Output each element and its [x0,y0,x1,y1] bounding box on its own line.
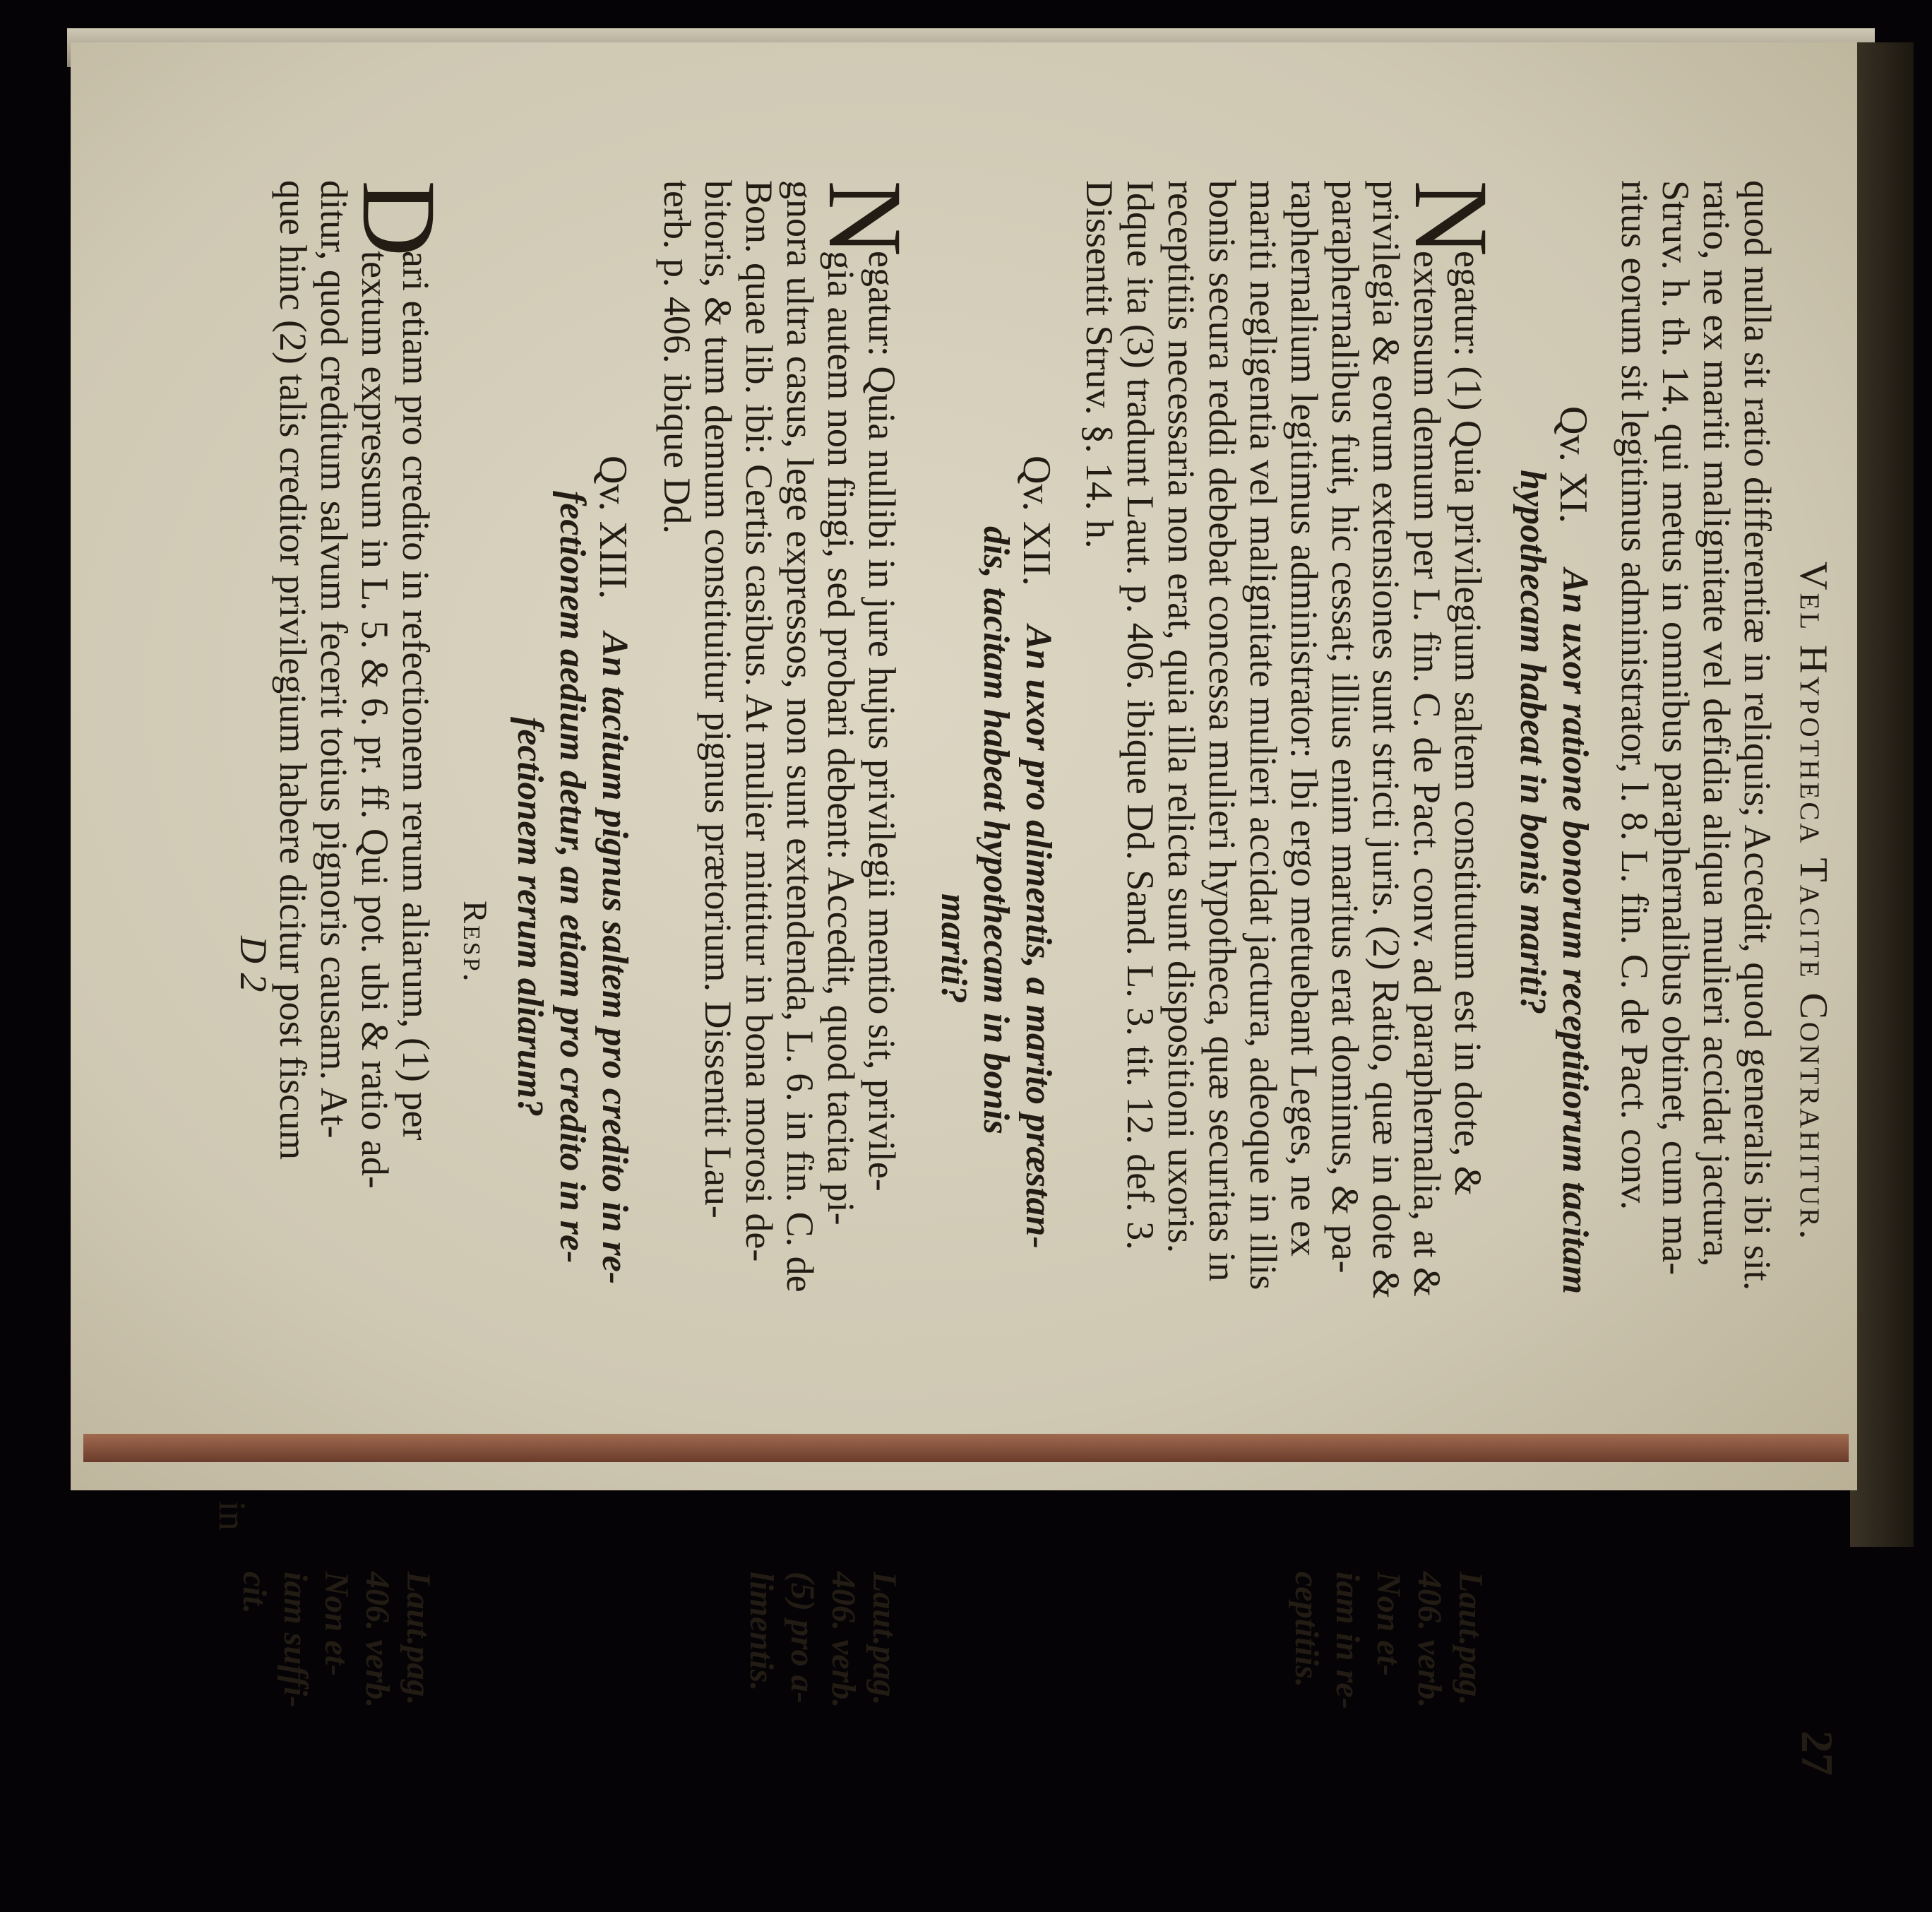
margin-note: Non et- [1370,1572,1407,1676]
q13-line: ditur, quod creditum salvum fecerit totius pignoris causam. At- [313,180,355,1139]
intro-line: ratio, ne ex mariti malignitate vel defidia aliqua mulieri accidat jactura, [1695,180,1738,1267]
question-12-title: mariti? [934,893,974,1004]
margin-note: Laut.pag. [1452,1572,1489,1706]
q13-line: ari etiam pro credito in refectionem rerum aliarum, (1) per [395,251,437,1141]
question-12-title: dis, tacitam habeat hypothecam in bonis [976,526,1016,1134]
q11-line: Idque ita (3) tradunt Laut. p. 406. ibique Dd. Sand. L. 3. tit. 12. def. 3. [1119,180,1162,1250]
q11-line: raphernalium legitimus administrator: Ibi ergo metuebant Leges, ne ex [1283,180,1325,1257]
margin-note: 406. verb. [359,1572,396,1709]
q11-line: extensum demum per L. fin. C. de Pact. conv. ad paraphernalia, at & [1406,251,1448,1298]
intro-line: Struv. h. th. 14. qui metus in omnibus paraphernalibus obtinet, cum ma- [1654,180,1697,1276]
question-12-title: An uxor pro alimentis, a marito præstan- [1018,625,1059,1249]
margin-note: Laut.pag. [400,1572,437,1706]
q11-line: privilegia & eorum extensiones sunt stricti juris. (2) Ratio, quæ in dote & [1365,180,1407,1299]
q11-line: bonis secura reddi debebat concessa mulieri hypotheca, quæ securitas in [1201,180,1244,1282]
q12-line: gia autem non fingi, sed probari debent: Accedit, quod tacita pi- [820,251,862,1225]
q11-line: paraphernalibus fuit, hic cessat; illius enim maritus erat dominus, & pa- [1324,180,1366,1273]
dropcap: N [1393,180,1510,257]
q11-line: egatur: (1) Quia privilegium saltem constitutum est in dote, & [1447,251,1489,1196]
intro-line: ritus eorum sit legitimus administrator, l. 8. L. fin. C. de Pact. conv. [1614,180,1656,1211]
book-fore-edge [83,1434,1849,1462]
q13-line: que hinc (2) talis creditor privilegium habere dicitur post fiscum [272,180,314,1160]
q13-line: textum expressum in L. 5. & 6. pr. ff. Qui pot. ubi & ratio ad- [354,251,396,1189]
question-13-label: Qv. XIII. [591,456,635,600]
catchword: in [211,1501,254,1531]
dropcap: D [340,180,458,257]
q12-line: bitoris, & tum demum constituitur pignus prætorium. Dissentit Lau- [697,180,739,1218]
question-11-label: Qv. XI. [1551,406,1595,523]
margin-note: ceptitiis. [1288,1572,1325,1687]
margin-note: Laut.pag. [866,1572,903,1706]
question-13-title: fectionem rerum aliarum? [510,717,550,1117]
margin-note: 406. verb. [825,1572,862,1709]
signature-mark: D 2 [232,936,275,992]
q12-line: terb. p. 406. ibique Dd. [656,180,698,534]
question-13-title: fectionem aedium detur, an etiam pro credito in re- [552,491,592,1264]
intro-line: quod nulla sit ratio differentiæ in reliquis; Accedit, quod generalis ibi sit. [1736,180,1779,1291]
q12-line: gnora ultra casus, lege expressos, non sunt extendenda, L. 6. in fin. C. de [779,180,821,1293]
q11-line: mariti negligentia vel malignitate mulieri accidat jactura, adeoque in illis [1242,180,1284,1290]
page-text-rotated-lower [0,173,1130,1709]
q12-line: Bon. quae lib. ibi: Certis casibus. At mulier mittitur in bona morosi de- [738,180,780,1262]
question-12-label: Qv. XII. [1015,456,1059,586]
question-11-title: hypothecam habeat in bonis mariti? [1513,470,1553,1015]
page-number: 27 [1792,1730,1842,1776]
response-heading: Resp. [456,901,494,984]
running-title: Vel Hypotheca Tacite Contrahitur. [1791,562,1835,1242]
margin-note: limentis. [743,1572,780,1692]
q11-line: receptitiis necessaria non erat, quia illa relicta sunt dispositioni uxoris. [1160,180,1203,1254]
margin-note: 406. verb. [1411,1572,1448,1709]
question-13-title: An tacitum pignus saltem pro credito in re- [595,632,635,1285]
q12-line: egatur: Quia nullibi in jure hujus privilegii mentio sit, privile- [861,251,903,1192]
margin-note: iam suffi- [277,1572,314,1708]
book-spine-edge [1850,42,1914,1547]
margin-note: Non et- [318,1572,355,1676]
q11-line: Dissentit Struv. §. 14. h. [1078,180,1121,549]
question-11-title: An uxor ratione bonorum receptitiorum tacitam [1555,569,1595,1295]
dropcap: N [806,180,924,257]
margin-note: (5) pro a- [784,1572,821,1704]
margin-note: cit. [236,1572,273,1614]
margin-note: iam in re- [1329,1572,1366,1709]
